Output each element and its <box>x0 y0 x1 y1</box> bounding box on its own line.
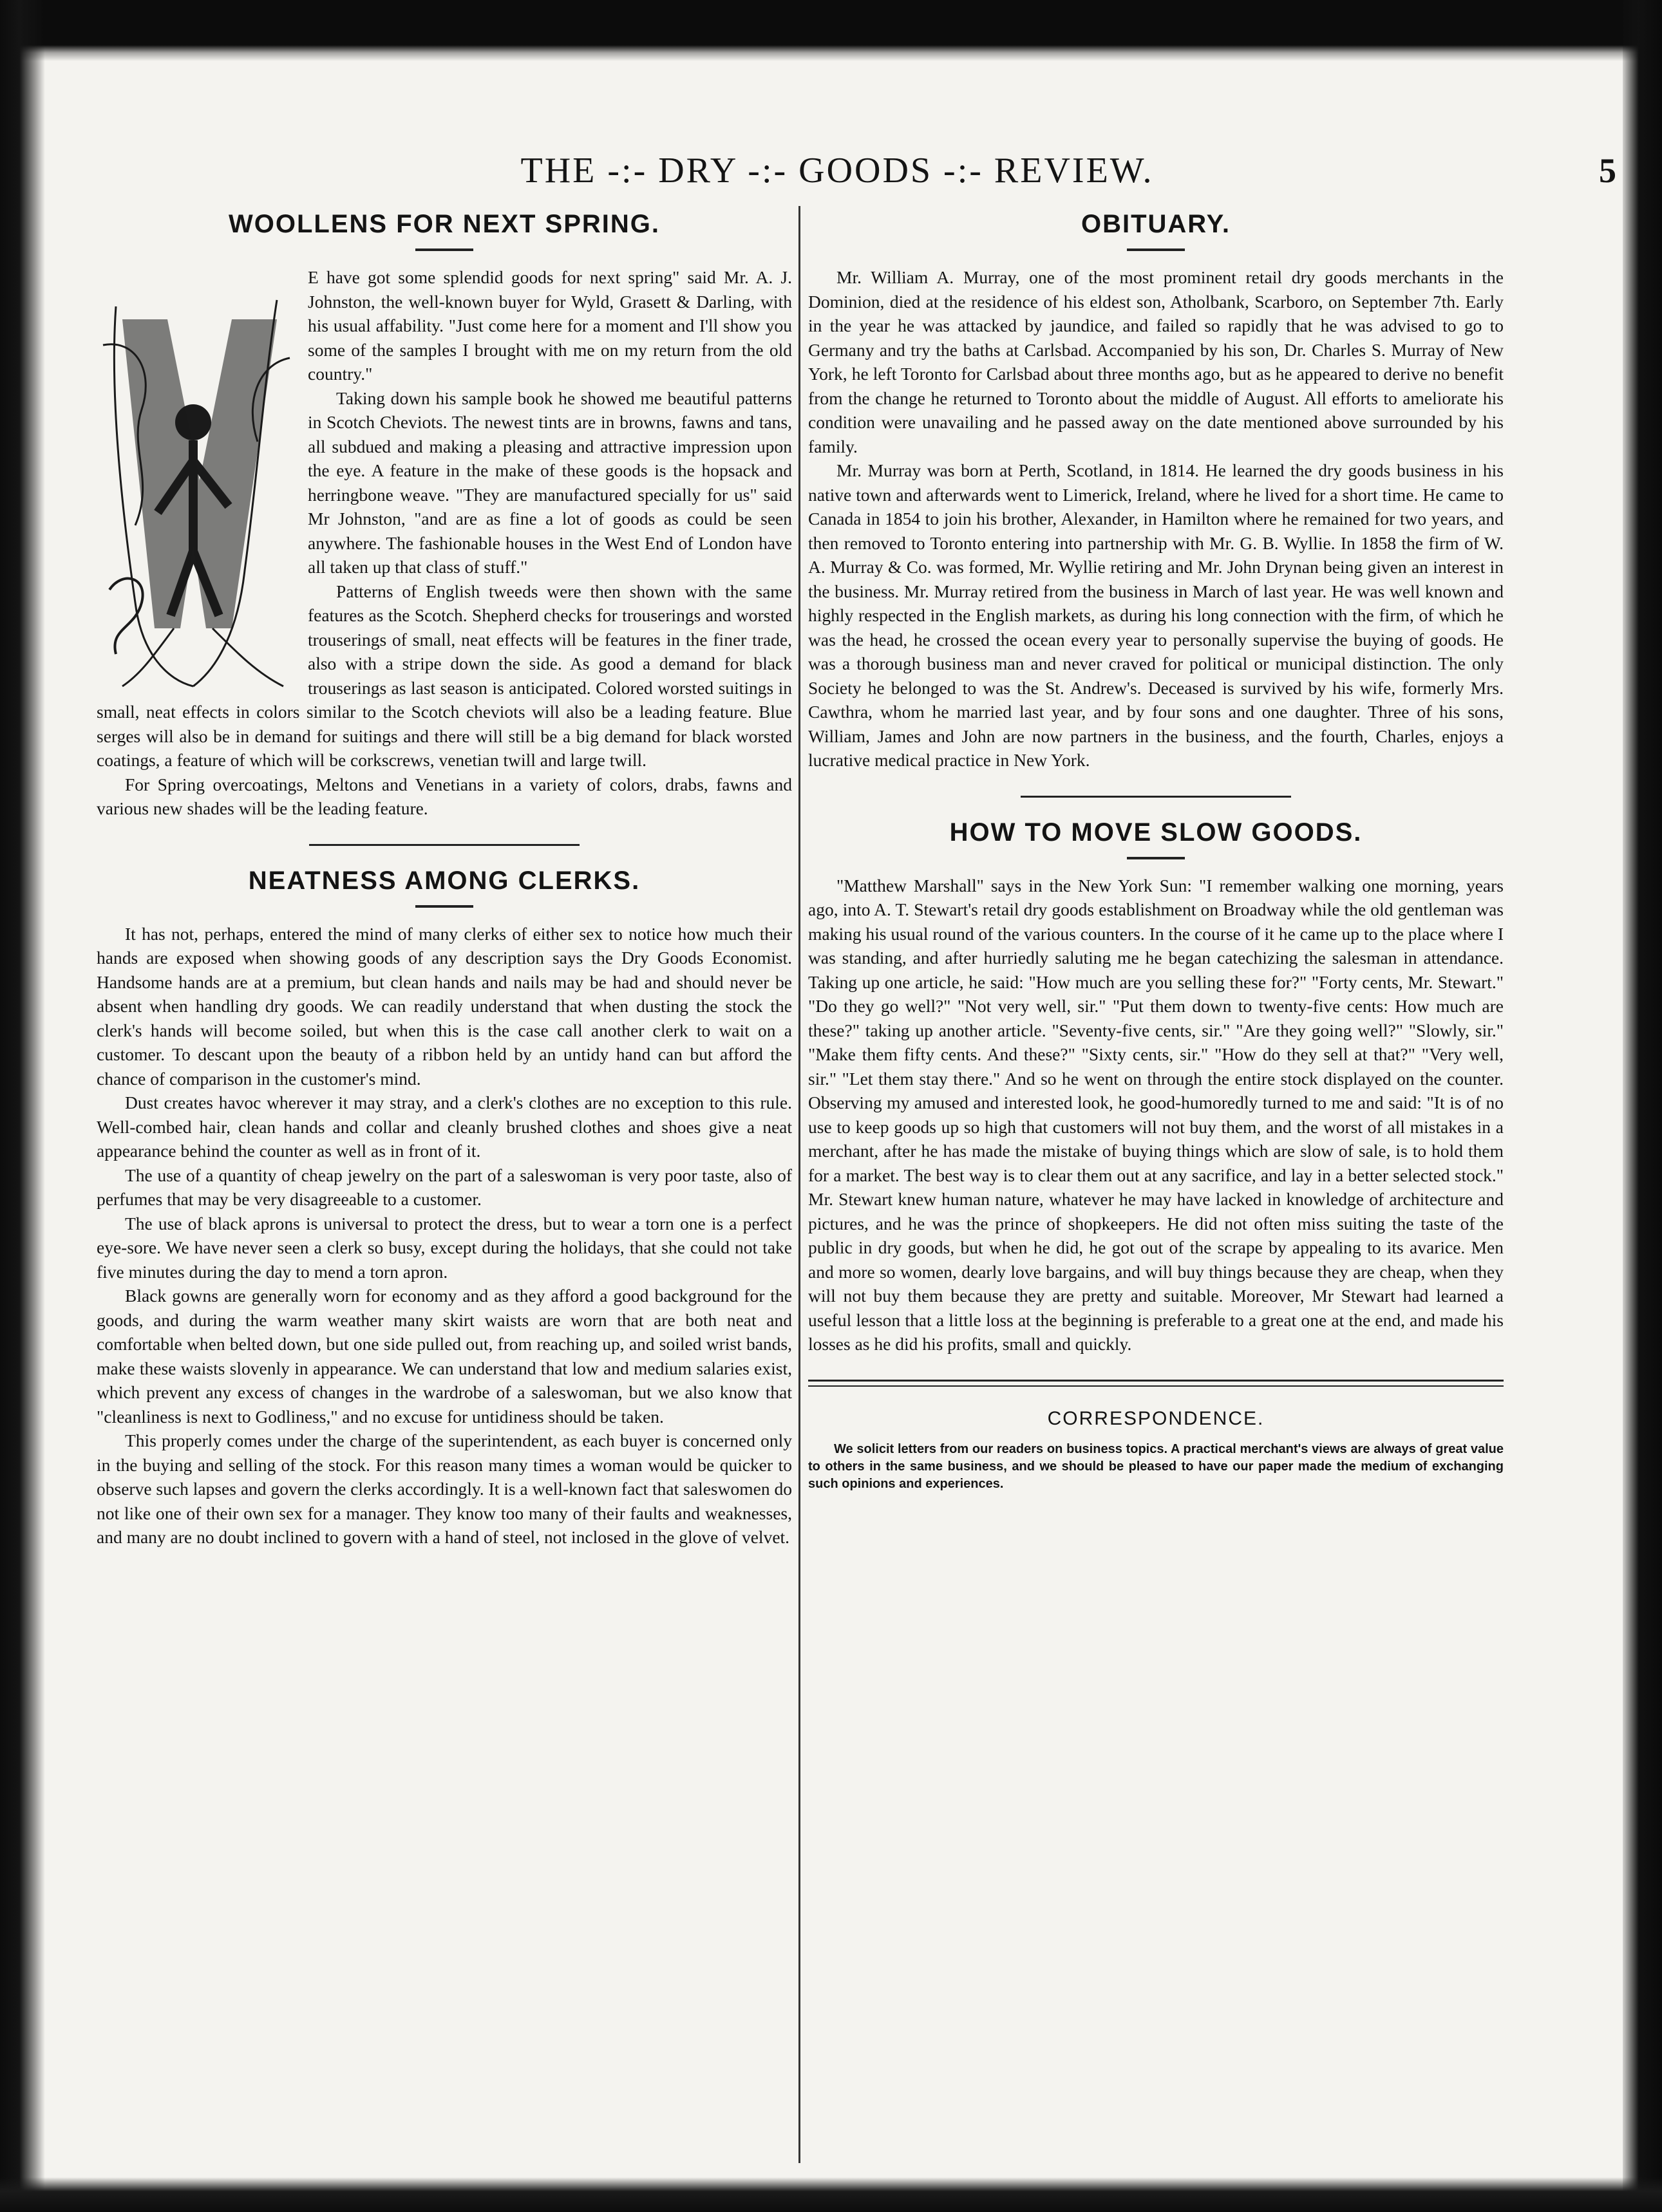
correspondence-heading: CORRESPONDENCE. <box>1047 1407 1265 1429</box>
left-column <box>97 206 792 2170</box>
woollens-paragraph: Taking down his sample book he showed me beautiful patterns in Scotch Cheviots. The newest tints are in browns, fawns and tans, all subdued and making a pleasing and attractive impression upon the eye. A feature in the make of these goods is the hopsack and herringbone weave. "They are manufactured specially for us" said Mr Johnston, "and are as fine a lot of goods as could be seen anywhere. The fashionable houses in the West End of London have all taken up that class of stuff." <box>308 388 792 577</box>
neatness-paragraph: It has not, perhaps, entered the mind of many clerks of either sex to notice how much their hands are exposed when showing goods of any description says the Dry Goods Economist. Handsome hands are at a premium, but clean hands and nails may be had and should never be absent when handling dry goods. We can readily understand that when dusting the stock the clerk's hands will become soiled, but when this is the case call another clerk to wait on a customer. To descant upon the beauty of a ribbon held by an untidy hand can but afford the chance of comparison in the customer's mind. <box>97 923 792 1089</box>
slow-goods-paragraph: "Matthew Marshall" says in the New York Sun: "I remember walking one morning, years ago, into A. T. Stewart's retail dry goods establishment on Broadway while the old gentleman was making his usual round of the various counters. In the course of it he came up to the place where I was standing, and after hurriedly saluting me he began catechizing the salesman in attendance. Taking up one article, he said: "How much are you selling these for?" "Forty cents, Mr. Stewart." "Do they go well?" "Not very well, sir." "Put them down to twenty-five cents: How much are these?" taking up another article. "Seventy-five cents, sir." "Are they going well?" "Slowly, sir." "Make them fifty cents. And these?" "Sixty cents, sir." "How do they sell at that?" "Very well, sir." "Let them stay there." And so he went on through the entire stock displayed on the counter. Observing my amused and interested look, he good-humoredly turned to me and said: "It is of no use to keep goods up so high that customers will not buy them, and the worst of all mistakes in a merchant, after he has made the mistake of buying things which are slow of sale, is to hold them for a market. The best way is to clear them out at any sacrifice, and lay in a better selected stock." Mr. Stewart knew human nature, whatever he may have lacked in knowledge of architecture and pictures, and he was the prince of shopkeepers. He did not often miss suiting the taste of the public in dry goods, but when he did, he got out of the scrape by appealing to its avarice. Men and more so women, dearly love bargains, and will buy things because they are cheap, when they will not buy them because they are pretty and suitable. Moreover, Mr Stewart had learned a useful lesson that a little loss at the beginning is preferable to a great one at the end, and made his losses as he did his profits, small and quickly. <box>808 875 1504 1354</box>
woollens-heading-rule <box>415 248 473 251</box>
neatness-paragraph: The use of black aprons is universal to protect the dress, but to wear a torn one is a perfect eye-sore. We have never seen a clerk so busy, except during the holidays, that she could not take five minutes during the day to mend a torn apron. <box>97 1213 792 1282</box>
article-slow-goods <box>808 814 1504 1356</box>
column-divider <box>798 206 800 2163</box>
correspondence-text: We solicit letters from our readers on business topics. A practical merchant's views are always of great value to others in the same business, and we should be pleased to have our paper made the medium of exchanging such opinions and experiences. <box>808 1441 1504 1491</box>
correspondence-double-rule <box>808 1380 1504 1387</box>
running-title: THE -:- DRY -:- GOODS -:- REVIEW. <box>520 151 1154 191</box>
article-neatness <box>97 863 792 1550</box>
right-column <box>808 206 1504 2170</box>
page-border-left <box>0 0 45 2212</box>
page-border-bottom <box>0 2177 1662 2212</box>
section-separator-rule <box>1021 796 1291 798</box>
page-header <box>97 145 1616 196</box>
woollens-paragraph: E have got some splendid goods for next spring" said Mr. A. J. Johnston, the well-known buyer for Wyld, Grasett & Darling, with his usual affability. "Just come here for a moment and I'll show you some of the samples I brought with me on my return from the old country." <box>308 267 792 384</box>
ornamental-dropcap <box>97 268 296 693</box>
page-border-right <box>1623 0 1662 2212</box>
woollens-heading: WOOLLENS FOR NEXT SPRING. <box>228 210 661 238</box>
neatness-paragraph: Dust creates havoc wherever it may stray, and a clerk's clothes are no exception to this rule. Well-combed hair, clean hands and collar and cleanly brushed clothes and shoes give a neat appearance behind the counter as well as in front of it. <box>97 1092 792 1161</box>
section-separator-rule <box>309 844 580 846</box>
neatness-paragraph: Black gowns are generally worn for economy and as they afford a good background for the goods, and during the warm weather many skirt waists are worn that are both neat and comfortable when belted down, but one side pulled out, from reaching up, and soiled wrist bands, make these waists slovenly in appearance. We can understand that low and medium salaries exist, which prevent any excess of changes in the wardrobe of a saleswoman, but we also know that "cleanliness is next to Godliness," and no excuse for untidiness should be taken. <box>97 1286 792 1427</box>
obituary-paragraph: Mr. Murray was born at Perth, Scotland, in 1814. He learned the dry goods business in his native town and afterwards went to Limerick, Ireland, where he lived for a short time. He came to Canada in 1854 to join his brother, Alexander, in Hamilton where he remained for two years, and then removed to Toronto entering into partnership with Mr. G. B. Wyllie. In 1858 the firm of W. A. Murray & Co. was formed, Mr. Wyllie retiring and Mr. John Drynan being given an interest in the business. Mr. Murray retired from the business in March of last year. He was well known and highly respected in the English markets, as during his long connection with the firm, of which he was the head, he crossed the ocean every year to personally supervise the buying of goods. He was a thorough business man and never craved for political or municipal distinction. The only Society he belonged to was the St. Andrew's. Deceased is survived by his wife, formerly Mrs. Cawthra, whom he married last year, and by four sons and one daughter. Three of his sons, William, James and John are now partners in the business, and the fourth, Charles, enjoys a lucrative medical practice in New York. <box>808 460 1504 770</box>
woollens-paragraph: For Spring overcoatings, Meltons and Venetians in a variety of colors, drabs, fawns and various new shades will be the leading feature. <box>97 774 792 818</box>
article-obituary <box>808 206 1504 773</box>
neatness-heading: NEATNESS AMONG CLERKS. <box>248 866 641 895</box>
section-spacer <box>97 821 792 844</box>
obituary-heading-rule <box>1127 248 1185 251</box>
article-correspondence <box>808 1406 1504 1493</box>
neatness-paragraph: This properly comes under the charge of the superintendent, as each buyer is concerned only in the buying and selling of the stock. For this reason many times a woman would be quicker to observe such lapses and govern the clerks accordingly. It is a well-known fact that saleswomen do not like one of their own sex for a manager. They know too many of their faults and weaknesses, and many are no doubt inclined to govern with a hand of steel, not inclosed in the glove of velvet. <box>97 1430 792 1547</box>
woollens-paragraph: Patterns of English tweeds were then shown with the same features as the Scotch. Shepherd checks for trouserings and worsted trouserings of small, neat effects will be features in the finer trade, also with a stripe down the side. As good a demand for black trouserings as last season is anticipated. Colored worsted suitings in small, neat effects in colors similar to the Scotch cheviots will also be a leading feature. Blue serges will also be in demand for suitings and there will still be a big demand for black worsted coatings, a feature of which will be corkscrews, venetian twill and large twill. <box>97 581 792 770</box>
obituary-paragraph: Mr. William A. Murray, one of the most prominent retail dry goods merchants in the Dominion, died at the residence of his eldest son, Atholbank, Scarboro, on September 7th. Early in the year he was attacked by jaundice, and failed so rapidly that he was advised to go to Germany and try the baths at Carlsbad. Accompanied by his son, Dr. Charles S. Murray of New York, he left Toronto for Carlsbad about three months ago, but as he appeared to derive no benefit from the change he returned to Toronto about the middle of August. All efforts to ameliorate his condition were unavailing and he passed away on the date mentioned above surrounded by his family. <box>808 267 1504 456</box>
article-woollens <box>97 206 792 821</box>
neatness-heading-rule <box>415 905 473 908</box>
slow-goods-heading: HOW TO MOVE SLOW GOODS. <box>949 818 1363 847</box>
section-spacer <box>808 773 1504 796</box>
obituary-heading: OBITUARY. <box>1081 210 1231 238</box>
dropcap-illustration-icon <box>97 268 296 693</box>
page-number: 5 <box>1599 151 1616 190</box>
page-border-top <box>0 0 1662 61</box>
neatness-paragraph: The use of a quantity of cheap jewelry on the part of a saleswoman is very poor taste, also of perfumes that may be very disagreeable to a customer. <box>97 1165 792 1209</box>
slow-goods-heading-rule <box>1127 857 1185 859</box>
